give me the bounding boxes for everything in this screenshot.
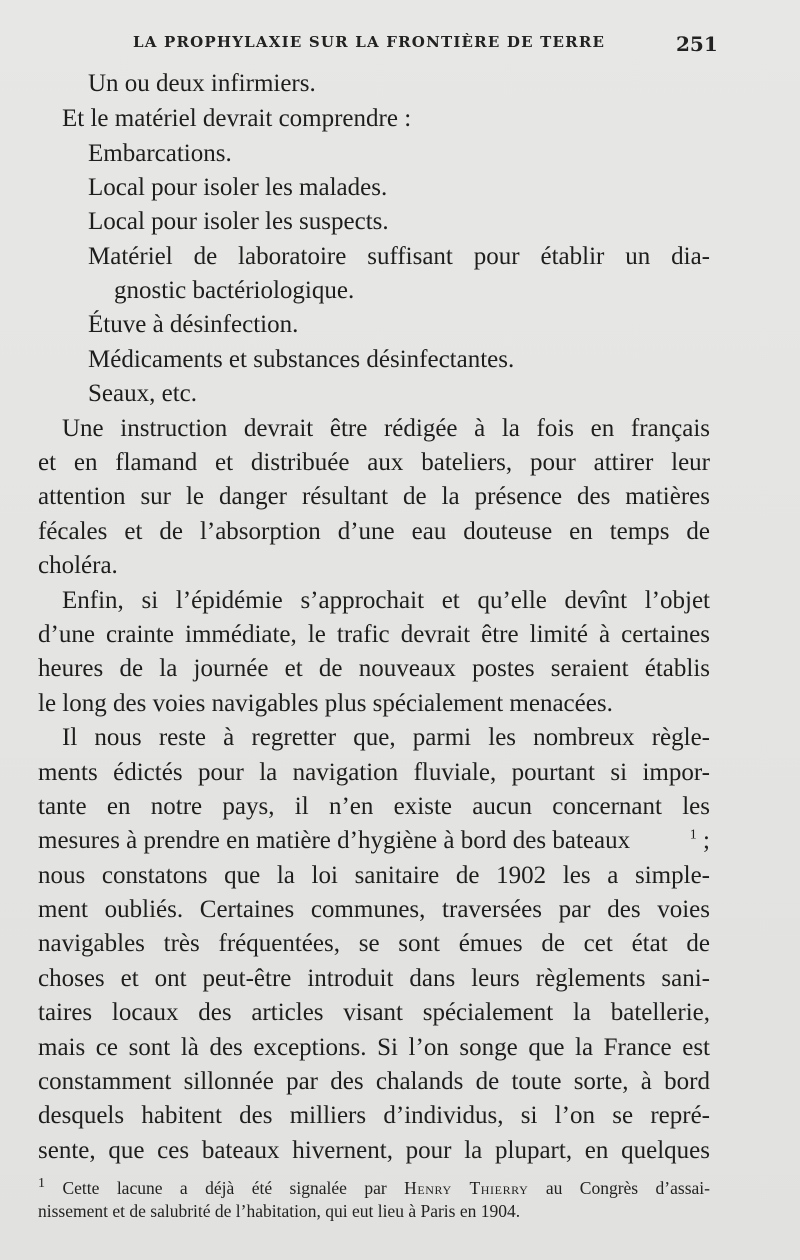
- footnote-marker: 1: [38, 1176, 45, 1192]
- text-line: taires locaux des articles visant spécialement la batellerie,: [38, 999, 710, 1026]
- text-line: Local pour isoler les suspects.: [88, 208, 389, 235]
- text-line: ments édictés pour la navigation fluviale, pourtant si impor-: [38, 759, 710, 786]
- footnote-line: [38, 1176, 710, 1200]
- text-line: d’une crainte immédiate, le trafic devrait être limité à certaines: [38, 621, 710, 648]
- text-line: mais ce sont là des exceptions. Si l’on songe que la France est: [38, 1034, 710, 1061]
- text-line: Embarcations.: [88, 140, 232, 167]
- text-line: navigables très fréquentées, se sont émues de cet état de: [38, 930, 710, 957]
- text-line: constamment sillonnée par des chalands de toute sorte, à bord: [38, 1068, 710, 1095]
- text-line: et en flamand et distribuée aux bateliers, pour attirer leur: [38, 449, 710, 476]
- text-line: ment oubliés. Certaines communes, traversées par des voies: [38, 896, 710, 923]
- running-head: [0, 30, 800, 60]
- footnote-ref-mark: 1: [689, 827, 697, 843]
- text-line: Étuve à désinfection.: [88, 311, 299, 338]
- text-line: Matériel de laboratoire suffisant pour établir un dia-: [88, 243, 710, 270]
- running-title: LA PROPHYLAXIE SUR LA FRONTIÈRE DE TERRE: [133, 33, 606, 51]
- text-line: Local pour isoler les malades.: [88, 174, 388, 201]
- footnote-author: Henry Thierry: [404, 1178, 529, 1198]
- text-line: fécales et de l’absorption d’une eau douteuse en temps de: [38, 518, 710, 545]
- text-line: Médicaments et substances désinfectantes.: [88, 346, 515, 373]
- footnote-line: nissement et de salubrité de l’habitation, qui eut lieu à Paris en 1904.: [38, 1201, 521, 1221]
- footnote-reference: [690, 824, 710, 858]
- text-line: le long des voies navigables plus spécialement menacées.: [38, 690, 613, 717]
- footnote-ref-tail: ;: [696, 827, 710, 854]
- text-line: Et le matériel devrait comprendre :: [62, 105, 412, 132]
- text-line: sente, que ces bateaux hivernent, pour la plupart, en quelques: [38, 1137, 710, 1164]
- text-line: Un ou deux infirmiers.: [88, 70, 316, 97]
- text-line: attention sur le danger résultant de la présence des matières: [38, 483, 710, 510]
- footnote-text-before: Cette lacune a déjà été signalée par: [45, 1178, 405, 1198]
- text-line: heures de la journée et de nouveaux postes seraient établis: [38, 655, 710, 682]
- text-line: Une instruction devrait être rédigée à la fois en français: [62, 415, 710, 442]
- text-line: desquels habitent des milliers d’individus, si l’on se repré-: [38, 1102, 710, 1129]
- text-line: [38, 824, 710, 858]
- text-line: gnostic bactériologique.: [114, 277, 355, 304]
- text-line: Enfin, si l’épidémie s’approchait et qu’elle devînt l’objet: [62, 587, 710, 614]
- text-line: choléra.: [38, 552, 118, 579]
- text-line-main: mesures à prendre en matière d’hygiène à bord des bateaux: [38, 827, 631, 854]
- text-line: choses et ont peut-être introduit dans leurs règlements sani-: [38, 965, 710, 992]
- footnote-text-after: au Congrès d’assai-: [528, 1178, 710, 1198]
- text-line: tante en notre pays, il n’en existe aucun concernant les: [38, 793, 710, 820]
- text-line: nous constatons que la loi sanitaire de 1902 les a simple-: [38, 862, 710, 889]
- page-number: 251: [676, 32, 718, 56]
- text-line: Seaux, etc.: [88, 380, 197, 407]
- text-line: Il nous reste à regretter que, parmi les nombreux règle-: [62, 724, 710, 751]
